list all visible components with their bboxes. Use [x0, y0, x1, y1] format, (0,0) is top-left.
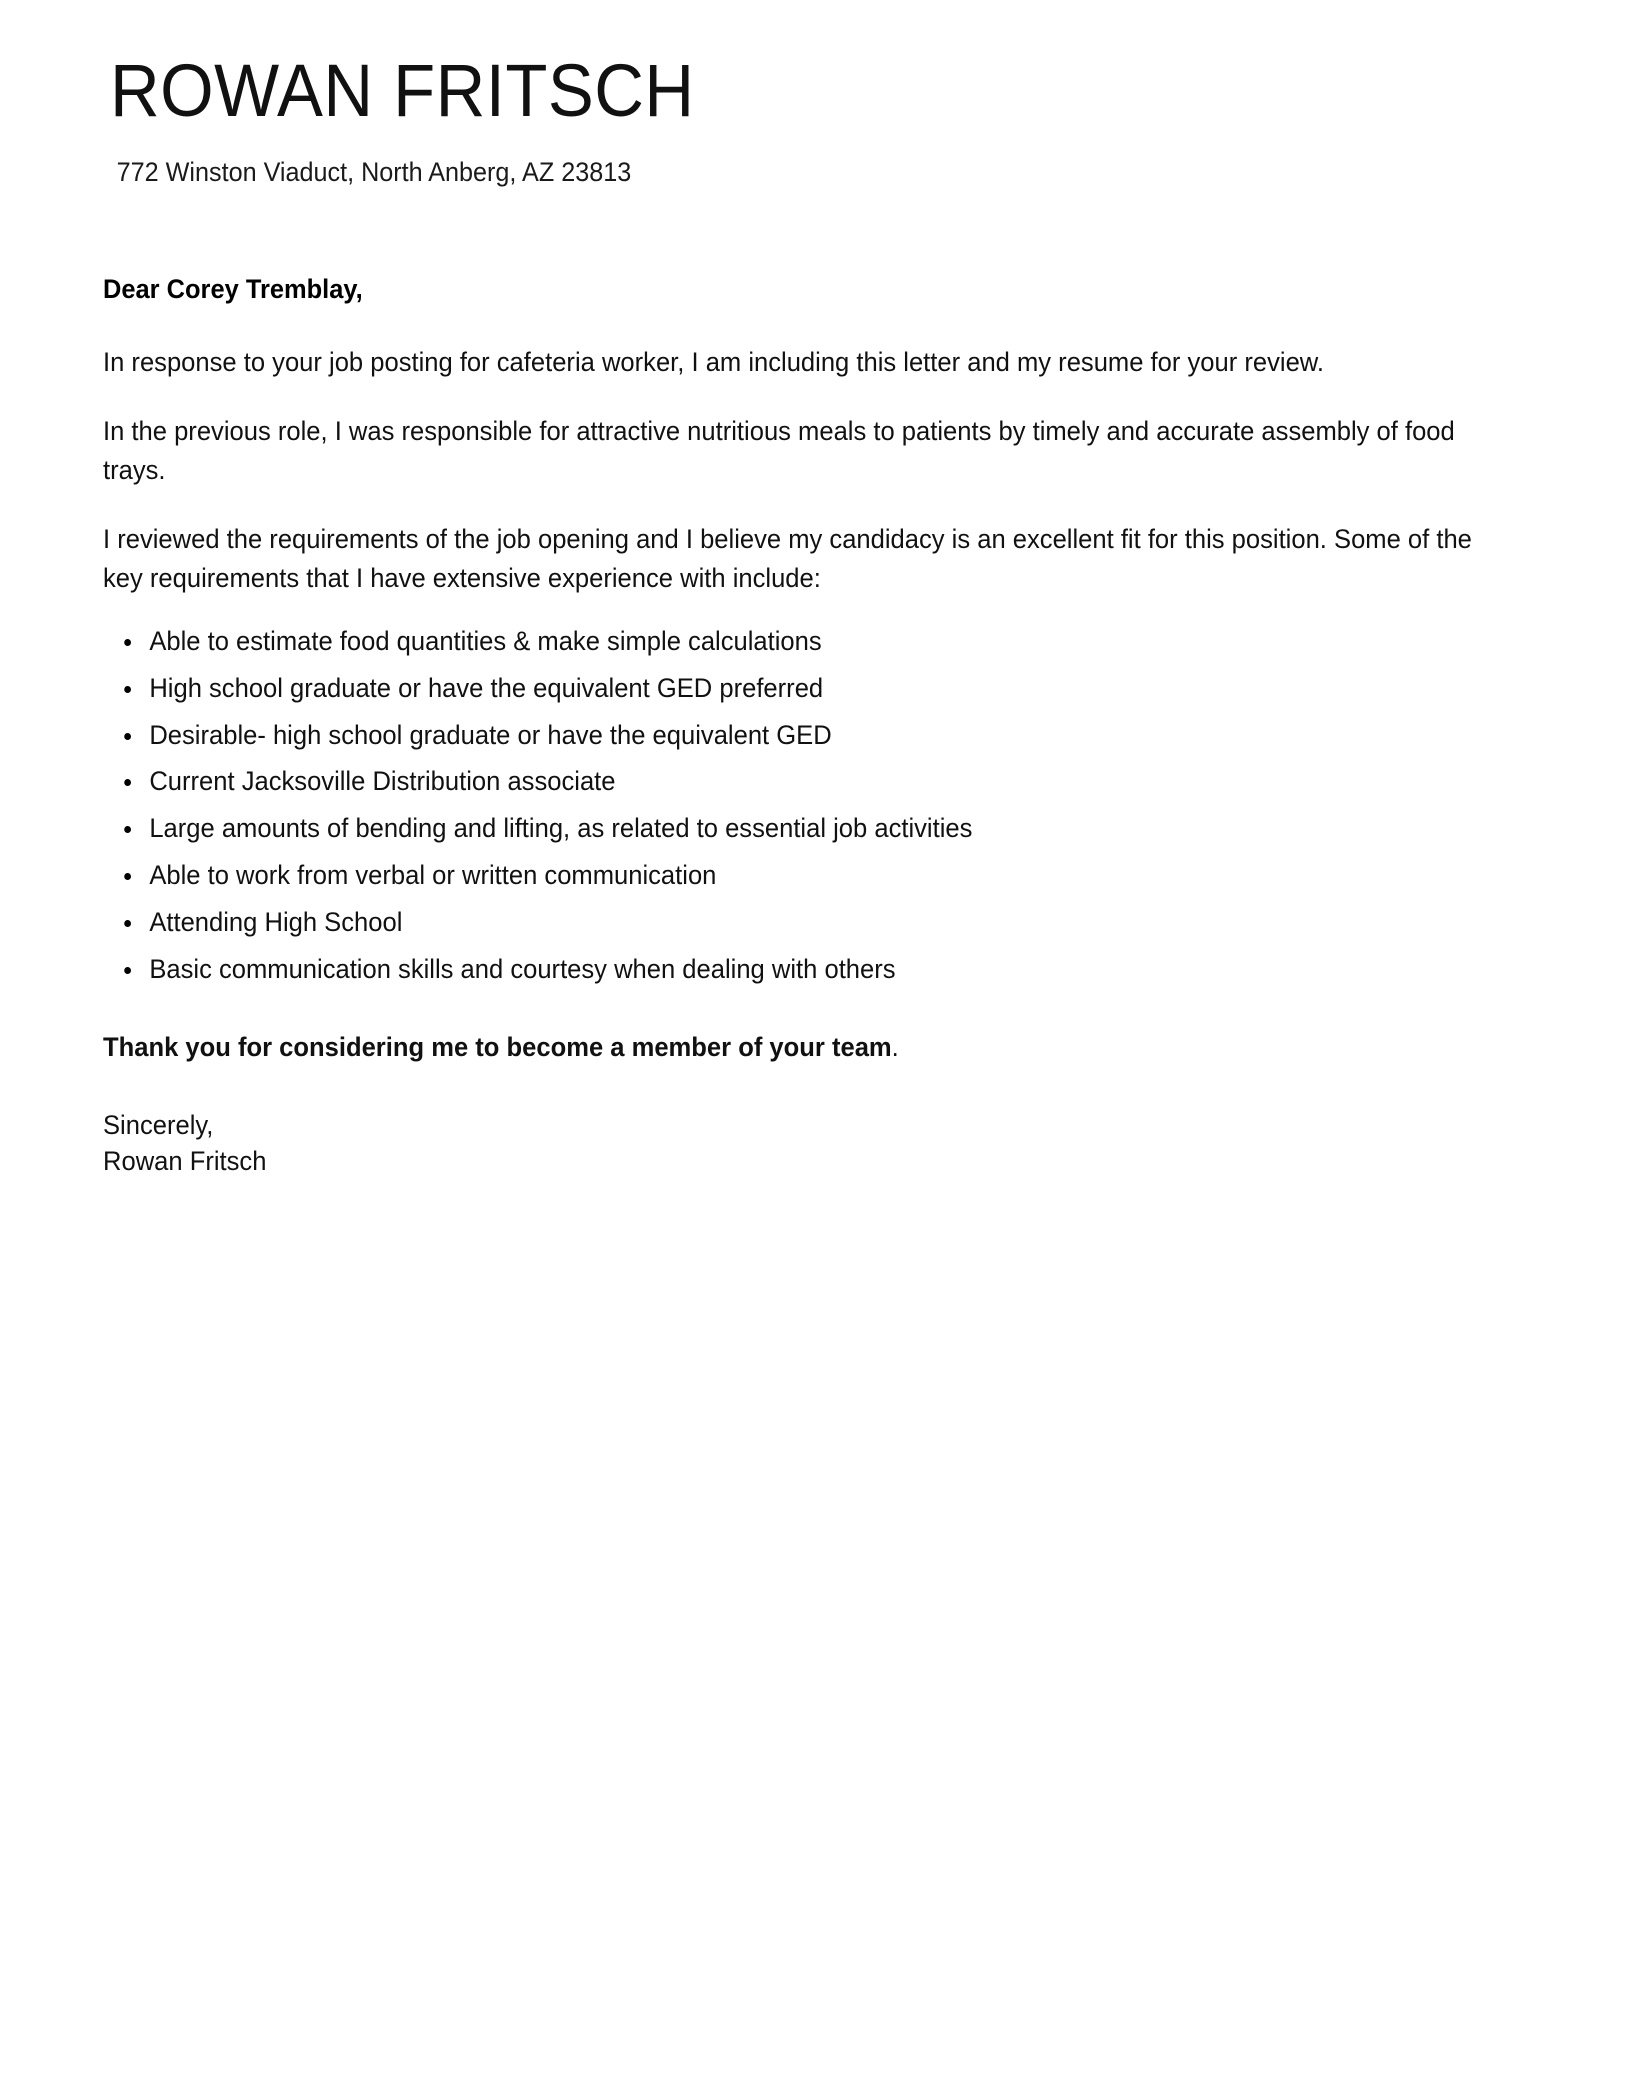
requirements-list [103, 627, 1522, 986]
bullet-icon [124, 920, 131, 927]
list-item [103, 814, 1472, 844]
bullet-icon [124, 873, 131, 880]
list-item-label: Attending High School [149, 907, 403, 938]
list-item-label: Desirable- high school graduate or have the equivalent GED [149, 719, 832, 750]
closing-statement-emphasis: Thank you for considering me to become a member of your team [103, 1032, 892, 1063]
contact-address: 772 Winston Viaduct, North Anberg, AZ 23813 [116, 157, 632, 188]
list-item [103, 674, 1472, 704]
bullet-icon [124, 733, 131, 740]
list-item [103, 955, 1472, 985]
page-title: ROWAN FRITSCH [110, 49, 695, 132]
bullet-icon [124, 639, 131, 646]
list-item-label: Able to estimate food quantities & make simple calculations [149, 625, 822, 656]
signoff-label: Sincerely, [103, 1109, 214, 1140]
closing-statement-period: . [891, 1032, 899, 1063]
list-item-label: Large amounts of bending and lifting, as related to essential job activities [149, 813, 973, 844]
closing-statement [103, 1028, 1472, 1066]
signature-name: Rowan Fritsch [103, 1146, 267, 1177]
list-item [103, 861, 1472, 891]
paragraph-experience: In the previous role, I was responsible for attractive nutritious meals to patients by timely and accurate assembly of food trays. [103, 415, 1455, 485]
letter-body [0, 274, 1632, 1181]
list-item [103, 767, 1472, 797]
list-item-label: Able to work from verbal or written communication [149, 860, 717, 891]
list-item [103, 908, 1472, 938]
paragraph-requirements-intro: I reviewed the requirements of the job opening and I believe my candidacy is an excellent fit for this position. Some of the key requirements that I have extensive experience with include: [103, 524, 1472, 594]
list-item [103, 721, 1472, 751]
list-item-label: Current Jacksoville Distribution associate [149, 766, 616, 797]
list-item-label: High school graduate or have the equivalent GED preferred [149, 672, 824, 703]
paragraph-intro: In response to your job posting for cafeteria worker, I am including this letter and my resume for your review. [103, 346, 1324, 377]
list-item-label: Basic communication skills and courtesy when dealing with others [149, 954, 896, 985]
list-item [103, 627, 1472, 657]
bullet-icon [124, 686, 131, 693]
letterhead [0, 0, 1632, 190]
bullet-icon [124, 826, 131, 833]
signature-block [103, 1107, 1472, 1181]
salutation: Dear Corey Tremblay, [103, 273, 363, 304]
bullet-icon [124, 779, 131, 786]
bullet-icon [124, 967, 131, 974]
